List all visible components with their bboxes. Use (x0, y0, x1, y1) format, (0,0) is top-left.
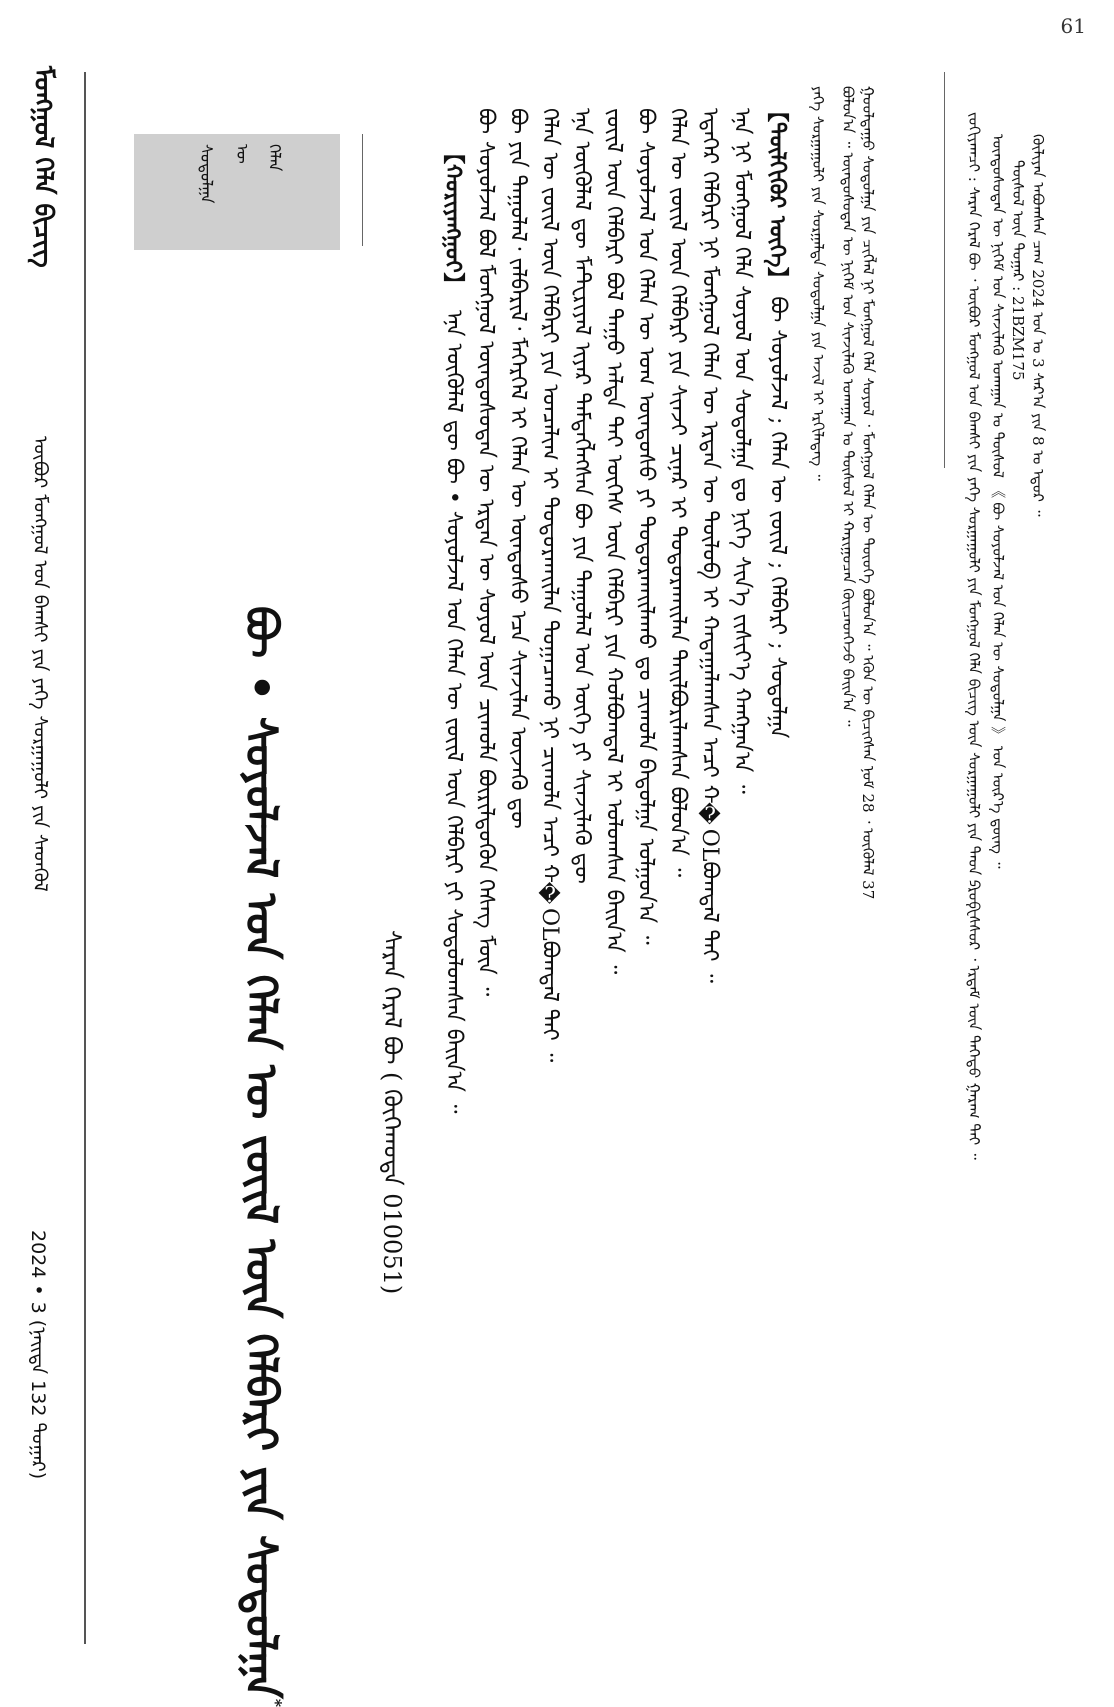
section-tag-word: ᠰᠤᠳᠤᠯᠭᠠ (197, 144, 216, 204)
abstract-line: ᠬᠡᠯᠡᠨ ᠦ ᠵᠦᠢᠯ ᠦᠨ ᠬᠡᠯᠪᠡᠷᠢ ᠶᠢᠨ ᠣᠨᠴᠠᠯᠢᠭ ᠢ ᠲᠣᠳᠤᠷᠬᠠᠢᠯᠠᠨ ᠲᠣᠭᠠᠴᠠᠬᠤ ᠨᠢ ᠴᠢᠬᠤᠯᠠ ᠠᠴᠢ ᠬ�OLᠪᠣᠭᠳᠠᠯ ᠲᠠᠢ ᠃ (537, 108, 562, 1063)
abstract-line: ᠬᠡᠯᠡᠨ ᠦ ᠵᠦᠢᠯ ᠦᠨ ᠬᠡᠯᠪᠡᠷᠢ ᠶᠢᠨ ᠰᠢᠨᠵᠢ ᠴᠢᠨᠠᠷ ᠢ ᠲᠣᠳᠤᠷᠬᠠᠢᠯᠠᠨ ᠲᠠᠢᠯᠪᠤᠷᠢᠯᠠᠭᠰᠠᠨ ᠪᠣᠯᠤᠨ᠎ᠠ ᠃ (665, 108, 690, 878)
header-divider (84, 72, 86, 1644)
footnote-line: ᠬᠦᠯᠢᠶᠡᠨ ᠠᠪᠤᠭᠰᠠᠨ ᠴᠠᠭ 2024 ᠣᠨ ᠤ 3 ᠰᠠᠷ᠎ᠠ ᠶᠢᠨ 8 ᠤ ᠡᠳᠦᠷ ᠃ (1029, 134, 1047, 517)
section-tag (134, 134, 340, 250)
footnote-divider (944, 72, 945, 468)
article-title (235, 606, 286, 1707)
journal-name: ᠮᠣᠩᠭᠣᠯ ᠬᠡᠯᠡ ᠪᠢᠴᠢᠭ (28, 66, 58, 268)
abstract-line: ᠵᠦᠢᠯ ᠦᠨ ᠬᠡᠯᠪᠡᠷᠢ ᠪᠣᠯ ᠳᠠᠭᠤ ᠠᠯᠳᠠ ᠲᠠᠢ ᠦᠭᠡᠰ ᠦᠨ ᠬᠡᠯᠪᠡᠷᠢ ᠶᠢᠨ ᠬᠣᠯᠪᠣᠭᠳᠠᠯ ᠢ ᠣᠯᠤᠭᠰᠠᠨ ᠪᠠᠢᠨ᠎ᠠ ᠃ (601, 108, 626, 975)
abstract-line: ᠡᠨᠡ ᠥᠭᠦᠯᠡᠯ ᠳᠦ ᠪᠥ • ᠰᠣᠶᠤᠯᠵᠠᠯ ᠤᠨ ᠬᠡᠯᠡᠨ ᠦ ᠵᠦᠢᠯ ᠦᠨ ᠬᠡᠯᠪᠡᠷᠢ ᠶᠢ ᠰᠤᠳᠤᠯᠤᠭᠰᠠᠨ ᠪᠠᠢᠨ᠎ᠠ ᠃ (441, 310, 466, 1114)
footnote-line: ᠲᠥᠰᠦᠯ ᠦᠨ ᠳᠤᠭᠠᠷ : 21BZM175 (1009, 160, 1027, 381)
section-tag-word: ᠦ (233, 144, 252, 164)
keywords-label: 【ᠲᠦᠯᠬᠢᠭᠦᠷ ᠦᠭᠡ】 (764, 100, 790, 290)
journal-full-name: ᠥᠪᠥᠷ ᠮᠣᠩᠭᠣᠯ ᠤᠨ ᠪᠠᠭᠰᠢ ᠶᠢᠨ ᠶᠡᠬᠡ ᠰᠤᠷᠭᠠᠭᠤᠯᠢ ᠶᠢᠨ ᠰᠡᠳᠬᠦᠯ (29, 436, 51, 892)
abstract-line: ᠪᠥ ᠶᠢᠨ ᠳᠠᠭᠤᠯᠠᠯ᠂ ᠵᠠᠯᠪᠠᠷᠢᠯ᠂ ᠮᠡᠭᠡᠷᠭᠡᠯ ᠢ ᠬᠡᠯᠡᠨ ᠦ ᠦᠨᠳᠦᠰᠦ ᠡᠴᠡ ᠰᠢᠨᠵᠢᠯᠡᠨ ᠦᠵᠡᠬᠦ ᠳᠦ (505, 108, 530, 829)
author-line: ᠰᠠᠷᠠᠨ ᠭᠡᠷᠡᠯ ᠪᠥ ( ᠬᠥᠬᠡᠬᠣᠲᠠ 010051) (378, 930, 406, 1295)
footnote-line: ᠪᠣᠯᠤᠨ᠎ᠠ ᠃ ᠦᠨᠳᠦᠰᠦᠲᠡᠨ ᠦ ᠨᠢᠭᠡᠮ ᠤᠨ ᠰᠢᠨᠵᠢᠯᠡᠬᠦ ᠤᠬᠠᠭᠠᠨ ᠤ ᠲᠥᠰᠦᠯ ᠢ ᠬᠠᠷᠢᠭᠤᠴᠠᠨ ᠭᠦᠢᠴᠡᠳᠬᠡᠵᠦ ᠪᠠᠢᠨ᠎ᠠ ᠃ (839, 86, 857, 727)
abstract-line: ᠡᠳᠡᠭᠡᠷ ᠬᠡᠯᠪᠡᠷᠢ ᠨᠢ ᠮᠣᠩᠭᠣᠯ ᠬᠡᠯᠡᠨ ᠦ ᠡᠷᠲᠡᠨ ᠦ ᠲᠥᠯᠥᠪ ᠢ ᠬᠠᠳᠠᠭᠠᠯᠠᠭᠰᠠᠨ ᠠᠴᠢ ᠬ�OLᠪᠣᠭᠳᠠᠯ ᠲᠠᠢ ᠃ (697, 108, 722, 984)
footnote-line: ᠦᠨᠳᠦᠰᠦᠲᠡᠨ ᠦ ᠨᠢᠭᠡᠮ ᠤᠨ ᠰᠢᠨᠵᠢᠯᠡᠬᠦ ᠤᠬᠠᠭᠠᠨ ᠤ ᠲᠥᠰᠦᠯ 《 ᠪᠥ ᠰᠣᠶᠤᠯᠵᠠᠯ ᠤᠨ ᠬᠡᠯᠡᠨ ᠦ ᠰᠤᠳᠤᠯᠭᠠ 》 ᠤᠨ ᠦᠷ᠎ᠡ ᠳ᠋ᠦᠩ ᠃ (989, 134, 1007, 869)
issue-label: 2024 • 3 (ᠨᠡᠢᠲᠡ 132 ᠳᠤᠭᠠᠷ) (27, 1230, 49, 1480)
article-title-text: ᠪᠥ • ᠰᠣᠶᠤᠯᠵᠠᠯ ᠤᠨ ᠬᠡᠯᠡᠨ ᠦ ᠵᠦᠢᠯ ᠦᠨ ᠬᠡᠯᠪᠡᠷᠢ ᠶᠢᠨ ᠰᠤᠳᠤᠯᠭᠠ (235, 606, 286, 1699)
abstract-line: ᠪᠥ ᠰᠣᠶᠤᠯᠵᠠᠯ ᠪᠣᠯ ᠮᠣᠩᠭᠣᠯ ᠦᠨᠳᠦᠰᠦᠲᠡᠨ ᠦ ᠡᠷᠲᠡᠨ ᠦ ᠰᠣᠶᠤᠯ ᠦᠨ ᠴᠢᠬᠤᠯᠠ ᠪᠦᠷᠢᠯᠳᠦᠬᠦᠨ ᠬᠡᠰᠡᠭ ᠮᠥᠨ ᠃ (473, 108, 498, 997)
keywords-line (766, 100, 788, 1650)
abstract-line: ᠪᠥ ᠰᠣᠶᠤᠯᠵᠠᠯ ᠤᠨ ᠬᠡᠯᠡᠨ ᠦ ᠤᠭ ᠦᠨᠳᠦᠰᠦ ᠶᠢ ᠲᠣᠳᠤᠷᠬᠠᠢᠯᠠᠬᠤ ᠳᠤ ᠴᠢᠬᠤᠯᠠ ᠪᠠᠲᠤᠯᠭᠠ ᠣᠯᠭᠣᠨ᠎ᠠ ᠃ (633, 108, 658, 945)
title-footnote-marker: * (266, 1698, 286, 1707)
abstract-label-text: 【ᠬᠣᠷᠢᠶᠠᠩᠭᠤᠢ】 (440, 142, 466, 295)
footnote-line: ᠵᠣᠬᠢᠶᠠᠭᠴᠢ : ᠰᠠᠷᠠᠨ ᠭᠡᠷᠡᠯ ᠪᠥ ᠂ ᠥᠪᠥᠷ ᠮᠣᠩᠭᠣᠯ ᠤᠨ ᠪᠠᠭᠰᠢ ᠶᠢᠨ ᠶᠡᠬᠡ ᠰᠤᠷᠭᠠᠭᠤᠯᠢ ᠶᠢᠨ ᠮᠣᠩᠭᠣᠯ ᠬᠡᠯᠡ ᠪᠢᠴᠢᠭ ᠦᠨ ᠰᠤᠷᠭᠠᠭᠤᠯᠢ ᠶᠢᠨ ᠳᠡᠳ ᠫᠷᠣᠹᠧᠰᠰᠣᠷ ᠂ ᠡᠷᠳᠡᠮ ᠦᠨ ᠳᠡᠭᠡᠳᠦ ᠭᠠᠷᠠᠭ ᠲᠠᠢ ᠃ (965, 112, 983, 1160)
tag-divider (362, 134, 363, 246)
abstract-line: ᠡᠨᠡ ᠨᠢ ᠮᠣᠩᠭᠣᠯ ᠬᠡᠯᠡ ᠰᠣᠶᠤᠯ ᠤᠨ ᠰᠤᠳᠤᠯᠭᠠ ᠳᠤ ᠨᠢᠭᠡ ᠰᠢᠨ᠎ᠡ ᠵᠢᠱᠢᠶ᠎ᠡ ᠬᠠᠩᠭᠠᠨ᠎ᠠ ᠃ (729, 108, 754, 794)
footnote-line: ᠶᠡᠬᠡ ᠰᠤᠷᠭᠠᠭᠤᠯᠢ ᠶᠢᠨ ᠰᠤᠷᠭᠠᠯᠳᠠ ᠰᠤᠳᠤᠯᠭᠠ ᠶᠢᠨ ᠠᠵᠢᠯ ᠢ ᠡᠷᠬᠢᠯᠡᠳᠡᠭ ᠃ (809, 86, 827, 481)
section-tag-word: ᠬᠡᠯᠡᠨ (265, 144, 284, 172)
keywords-text: ᠪᠥ ᠰᠣᠶᠤᠯᠵᠠᠯ ; ᠬᠡᠯᠡᠨ ᠦ ᠵᠦᠢᠯ ; ᠬᠡᠯᠪᠡᠷᠢ ; ᠰᠤᠳᠤᠯᠭᠠ (765, 296, 790, 739)
footnote-line: ᠭᠣᠣᠯᠳᠠᠭᠤ ᠰᠤᠳᠤᠯᠭᠠ ᠶᠢᠨ ᠴᠢᠭᠯᠡᠯ ᠨᠢ ᠮᠣᠩᠭᠣᠯ ᠬᠡᠯᠡ ᠰᠣᠶᠤᠯ ᠂ ᠮᠣᠩᠭᠣᠯ ᠬᠡᠯᠡᠨ ᠦ ᠲᠦᠤᠬᠡ ᠪᠣᠯᠤᠨ᠎ᠠ ᠃ ᠡᠭᠦᠨ ᠦ ᠪᠢᠴᠢᠭᠰᠡᠨ ᠨᠣᠮ 28 ᠂ ᠥᠭᠦᠯᠡᠯ 37 (859, 86, 877, 900)
abstract-line: ᠡᠨᠡ ᠥᠭᠦᠯᠡᠯ ᠳᠦ ᠮᠠᠲ᠋ᠧᠷᠢᠶᠠᠯ ᠢᠶᠡᠷ ᠲᠡᠮᠳᠡᠭᠯᠡᠭᠰᠡᠨ ᠪᠥ ᠶᠢᠨ ᠳᠠᠭᠤᠯᠠᠯ ᠤᠨ ᠦᠭᠡ ᠶᠢ ᠰᠢᠨᠵᠢᠯᠡᠬᠦ ᠳᠦ (569, 108, 594, 884)
page-number: 61 (1060, 14, 1086, 38)
